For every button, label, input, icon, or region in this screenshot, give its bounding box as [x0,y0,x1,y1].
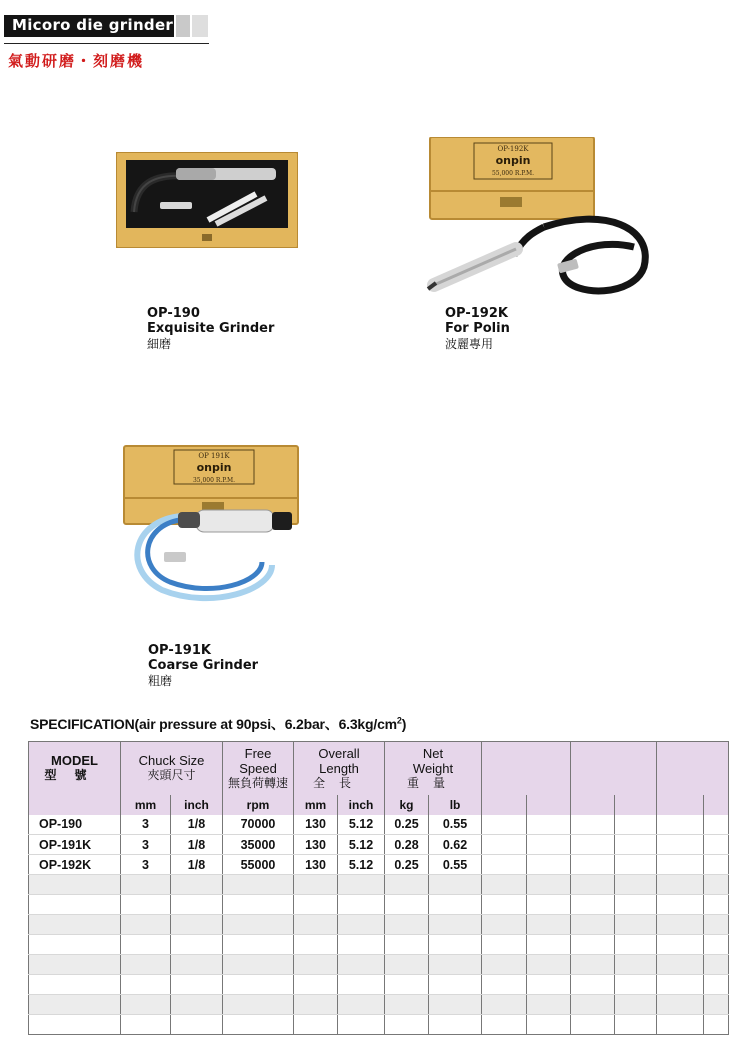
cell-empty [657,855,704,875]
cell-empty [527,815,571,835]
product-name: Exquisite Grinder [147,321,275,336]
spec-title-superscript: 2 [396,715,402,726]
table-row-empty [29,955,729,975]
cell-rpm: 35000 [223,835,294,855]
col-header-chuck-en: Chuck Size [138,753,205,769]
table-row-empty [29,1015,729,1035]
table-row-empty [29,895,729,915]
cell-length-mm: 130 [294,835,338,855]
box-brand-label: onpin [495,154,531,167]
cell-chuck-inch: 1/8 [171,815,223,835]
unit-cell: rpm [223,795,294,815]
product-caption-op190 [147,306,274,351]
spec-title-end: ) [401,716,407,732]
col-header-weight-cn: 重量 [407,775,460,790]
page-subtitle: 氣動研磨・刻磨機 [8,53,145,70]
col-header-speed [223,742,294,795]
cell-empty [704,855,729,875]
table-row-empty [29,975,729,995]
cell-empty [571,855,615,875]
table-row-empty [29,915,729,935]
cell-empty [615,835,657,855]
unit-cell: mm [121,795,171,815]
spec-title [30,714,406,734]
product-image-op190 [116,152,298,248]
col-header-chuck-cn: 夾頭尺寸 [147,768,196,783]
cell-length-inch: 5.12 [338,855,385,875]
cell-empty [527,835,571,855]
cell-weight-kg: 0.25 [385,815,429,835]
cell-weight-kg: 0.25 [385,855,429,875]
cell-model: OP-191K [29,835,121,855]
cell-empty [482,815,527,835]
product-name: Coarse Grinder [148,658,259,673]
product-image-op192k [424,137,656,299]
col-header-speed-en1: Free [244,745,272,761]
unit-cell-empty [29,795,121,815]
cell-chuck-mm: 3 [121,855,171,875]
table-header-row [29,742,729,795]
table-row [29,815,729,835]
cell-empty [571,815,615,835]
col-header-speed-cn: 無負荷轉速 [227,775,288,790]
col-header-model [29,742,121,795]
product-code: OP-190 [147,306,200,321]
table-row-empty [29,995,729,1015]
cell-chuck-mm: 3 [121,835,171,855]
unit-cell: mm [294,795,338,815]
box-rpm-label: 35,000 R.P.M. [192,477,236,484]
cell-chuck-inch: 1/8 [171,855,223,875]
cell-empty [704,815,729,835]
cell-chuck-inch: 1/8 [171,835,223,855]
cell-model: OP-190 [29,815,121,835]
product-name-cn: 粗磨 [148,674,173,688]
cell-empty [571,835,615,855]
cell-chuck-mm: 3 [121,815,171,835]
cell-empty [482,835,527,855]
cell-rpm: 55000 [223,855,294,875]
unit-cell-empty [704,795,729,815]
cell-empty [657,835,704,855]
product-caption-op192k [445,306,510,351]
spec-table [28,741,729,1035]
cell-empty [704,835,729,855]
col-header-empty [482,742,571,795]
unit-cell: lb [429,795,482,815]
table-row-empty [29,935,729,955]
spec-title-main: SPECIFICATION(air pressure at 90psi、6.2bar、6.3kg/cm [30,716,397,732]
col-header-speed-en2: Speed [239,760,277,776]
cell-weight-lb: 0.55 [429,855,482,875]
col-header-chuck [121,742,223,795]
table-row [29,835,729,855]
col-header-empty [657,742,729,795]
product-name-cn: 細磨 [147,337,172,351]
col-header-model-en: MODEL [51,753,98,769]
col-header-length-cn: 全長 [313,775,366,790]
unit-cell-empty [615,795,657,815]
cell-model: OP-192K [29,855,121,875]
unit-cell: inch [338,795,385,815]
unit-cell: inch [171,795,223,815]
box-model-label: OP-192K [497,145,529,153]
col-header-weight [385,742,482,795]
box-model-label: OP 191K [198,452,230,460]
cell-weight-lb: 0.55 [429,815,482,835]
cell-empty [615,815,657,835]
col-header-length-en1: Overall [318,745,360,761]
cell-length-mm: 130 [294,855,338,875]
col-header-length [294,742,385,795]
table-row-empty [29,875,729,895]
box-rpm-label: 55,000 R.P.M. [491,170,535,177]
unit-cell-empty [482,795,527,815]
cell-length-mm: 130 [294,815,338,835]
col-header-empty [571,742,657,795]
table-row [29,855,729,875]
header-accent-block [192,15,208,37]
col-header-weight-en2: Weight [412,760,454,776]
unit-cell: kg [385,795,429,815]
cell-length-inch: 5.12 [338,815,385,835]
header-divider [4,43,209,44]
cell-empty [527,855,571,875]
product-image-op191k [122,440,304,610]
cell-empty [482,855,527,875]
col-header-weight-en1: Net [422,745,444,761]
page-title: Micoro die grinder [12,16,174,34]
table-units-row [29,795,729,815]
unit-cell-empty [657,795,704,815]
product-code: OP-192K [445,306,508,321]
product-name: For Polin [445,321,510,336]
product-caption-op191k [148,643,258,688]
cell-empty [657,815,704,835]
cell-rpm: 70000 [223,815,294,835]
unit-cell-empty [571,795,615,815]
box-brand-label: onpin [196,461,232,474]
cell-weight-kg: 0.28 [385,835,429,855]
product-name-cn: 波麗專用 [445,337,494,351]
product-code: OP-191K [148,643,211,658]
header-accent-block [176,15,190,37]
col-header-model-cn: 型號 [44,768,105,783]
cell-weight-lb: 0.62 [429,835,482,855]
cell-empty [615,855,657,875]
col-header-length-en2: Length [319,760,359,776]
cell-length-inch: 5.12 [338,835,385,855]
unit-cell-empty [527,795,571,815]
